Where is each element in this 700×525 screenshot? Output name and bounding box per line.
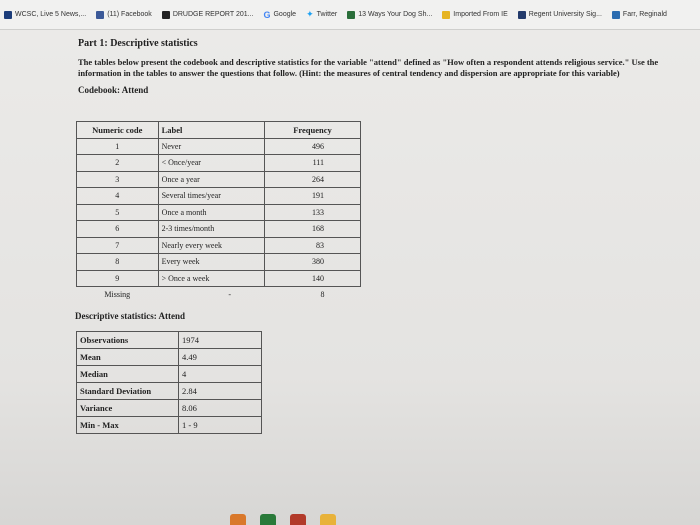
label-cell: Several times/year — [158, 188, 264, 205]
stat-value: 2.84 — [179, 383, 262, 400]
table-row — [77, 383, 262, 400]
codebook-table — [76, 121, 361, 303]
news-icon — [4, 11, 12, 19]
bookmark-google[interactable]: G Google — [263, 9, 297, 20]
missing-label: Missing — [104, 290, 131, 300]
header-frequency: Frequency — [264, 122, 360, 139]
stat-name: Observations — [77, 332, 179, 349]
table-row — [77, 138, 361, 155]
stat-name: Mean — [77, 349, 179, 366]
code-cell: 1 — [77, 138, 159, 155]
missing-row — [77, 287, 361, 303]
table-row — [77, 204, 361, 221]
table-row — [77, 188, 361, 205]
stat-name: Variance — [77, 400, 179, 417]
google-icon: G — [263, 9, 271, 20]
frequency-cell: 168 — [264, 221, 360, 238]
stat-value: 1 - 9 — [179, 417, 262, 434]
bookmark-dog-article[interactable]: 13 Ways Your Dog Sh... — [347, 11, 432, 19]
label-cell: Once a month — [158, 204, 264, 221]
stat-name: Min - Max — [77, 417, 179, 434]
bookmark-folder-imported[interactable]: Imported From IE — [442, 11, 507, 19]
article-icon — [347, 11, 355, 19]
part-title: Part 1: Descriptive statistics — [78, 38, 198, 49]
label-cell: < Once/year — [158, 155, 264, 172]
codebook-title: Codebook: Attend — [78, 85, 149, 95]
label-cell: 2-3 times/month — [158, 221, 264, 238]
twitter-icon: ✦ — [306, 9, 314, 19]
code-cell: 6 — [77, 221, 159, 238]
intro-paragraph: The tables below present the codebook and descriptive statistics for the variable "attend" defined as "How often a respondent attends religious service." Use the information in the tables to answer the questions that follow. (Hint: the measures of central tendency and dispersion are appropriate for this variable) — [78, 57, 659, 78]
table-row — [77, 155, 361, 172]
stat-value: 1974 — [179, 332, 262, 349]
missing-frequency: 8 — [320, 290, 325, 300]
table-row — [77, 237, 361, 254]
folder-icon — [442, 11, 450, 19]
stat-value: 8.06 — [179, 400, 262, 417]
frequency-cell: 496 — [264, 138, 360, 155]
frequency-cell: 380 — [264, 254, 360, 271]
code-cell: 9 — [77, 270, 159, 287]
bookmark-facebook[interactable]: (11) Facebook — [96, 11, 152, 19]
table-row — [77, 270, 361, 287]
code-cell: 2 — [77, 155, 159, 172]
code-cell: 5 — [77, 204, 159, 221]
taskbar-app-icon[interactable] — [290, 514, 306, 525]
code-cell: 8 — [77, 254, 159, 271]
bookmark-farr[interactable]: Farr, Reginald — [612, 11, 667, 19]
missing-dash: - — [228, 290, 232, 300]
table-row — [77, 332, 262, 349]
code-cell: 7 — [77, 237, 159, 254]
label-cell: Once a year — [158, 171, 264, 188]
header-label: Label — [158, 122, 264, 139]
table-row — [77, 366, 262, 383]
bookmarks-bar — [0, 0, 700, 30]
bookmark-regent[interactable]: Regent University Sig... — [518, 11, 602, 19]
table-row — [77, 349, 262, 366]
table-row — [77, 221, 361, 238]
label-cell: Every week — [158, 254, 264, 271]
document-content — [78, 38, 678, 103]
frequency-cell: 191 — [264, 188, 360, 205]
frequency-cell: 264 — [264, 171, 360, 188]
table-row — [77, 400, 262, 417]
chrome-icon[interactable] — [320, 514, 336, 525]
profile-icon — [612, 11, 620, 19]
code-cell: 4 — [77, 188, 159, 205]
taskbar-partial — [230, 514, 350, 525]
bookmark-drudge[interactable]: DRUDGE REPORT 201... — [162, 11, 254, 19]
frequency-cell: 133 — [264, 204, 360, 221]
frequency-cell: 83 — [264, 237, 360, 254]
table-row — [77, 417, 262, 434]
bookmark-twitter[interactable]: ✦ Twitter — [306, 9, 338, 19]
stat-value: 4 — [179, 366, 262, 383]
code-cell: 3 — [77, 171, 159, 188]
taskbar-app-icon[interactable] — [230, 514, 246, 525]
header-numeric-code: Numeric code — [77, 122, 159, 139]
stat-value: 4.49 — [179, 349, 262, 366]
label-cell: Nearly every week — [158, 237, 264, 254]
label-cell: Never — [158, 138, 264, 155]
frequency-cell: 111 — [264, 155, 360, 172]
stat-name: Standard Deviation — [77, 383, 179, 400]
stat-name: Median — [77, 366, 179, 383]
descriptive-stats-title: Descriptive statistics: Attend — [75, 311, 185, 321]
facebook-icon — [96, 11, 104, 19]
label-cell: > Once a week — [158, 270, 264, 287]
drudge-icon — [162, 11, 170, 19]
taskbar-app-icon[interactable] — [260, 514, 276, 525]
table-row — [77, 254, 361, 271]
regent-icon — [518, 11, 526, 19]
table-row — [77, 171, 361, 188]
frequency-cell: 140 — [264, 270, 360, 287]
descriptive-stats-table — [76, 331, 262, 434]
bookmark-wcsc[interactable]: WCSC, Live 5 News,... — [4, 11, 86, 19]
table-header-row — [77, 122, 361, 139]
